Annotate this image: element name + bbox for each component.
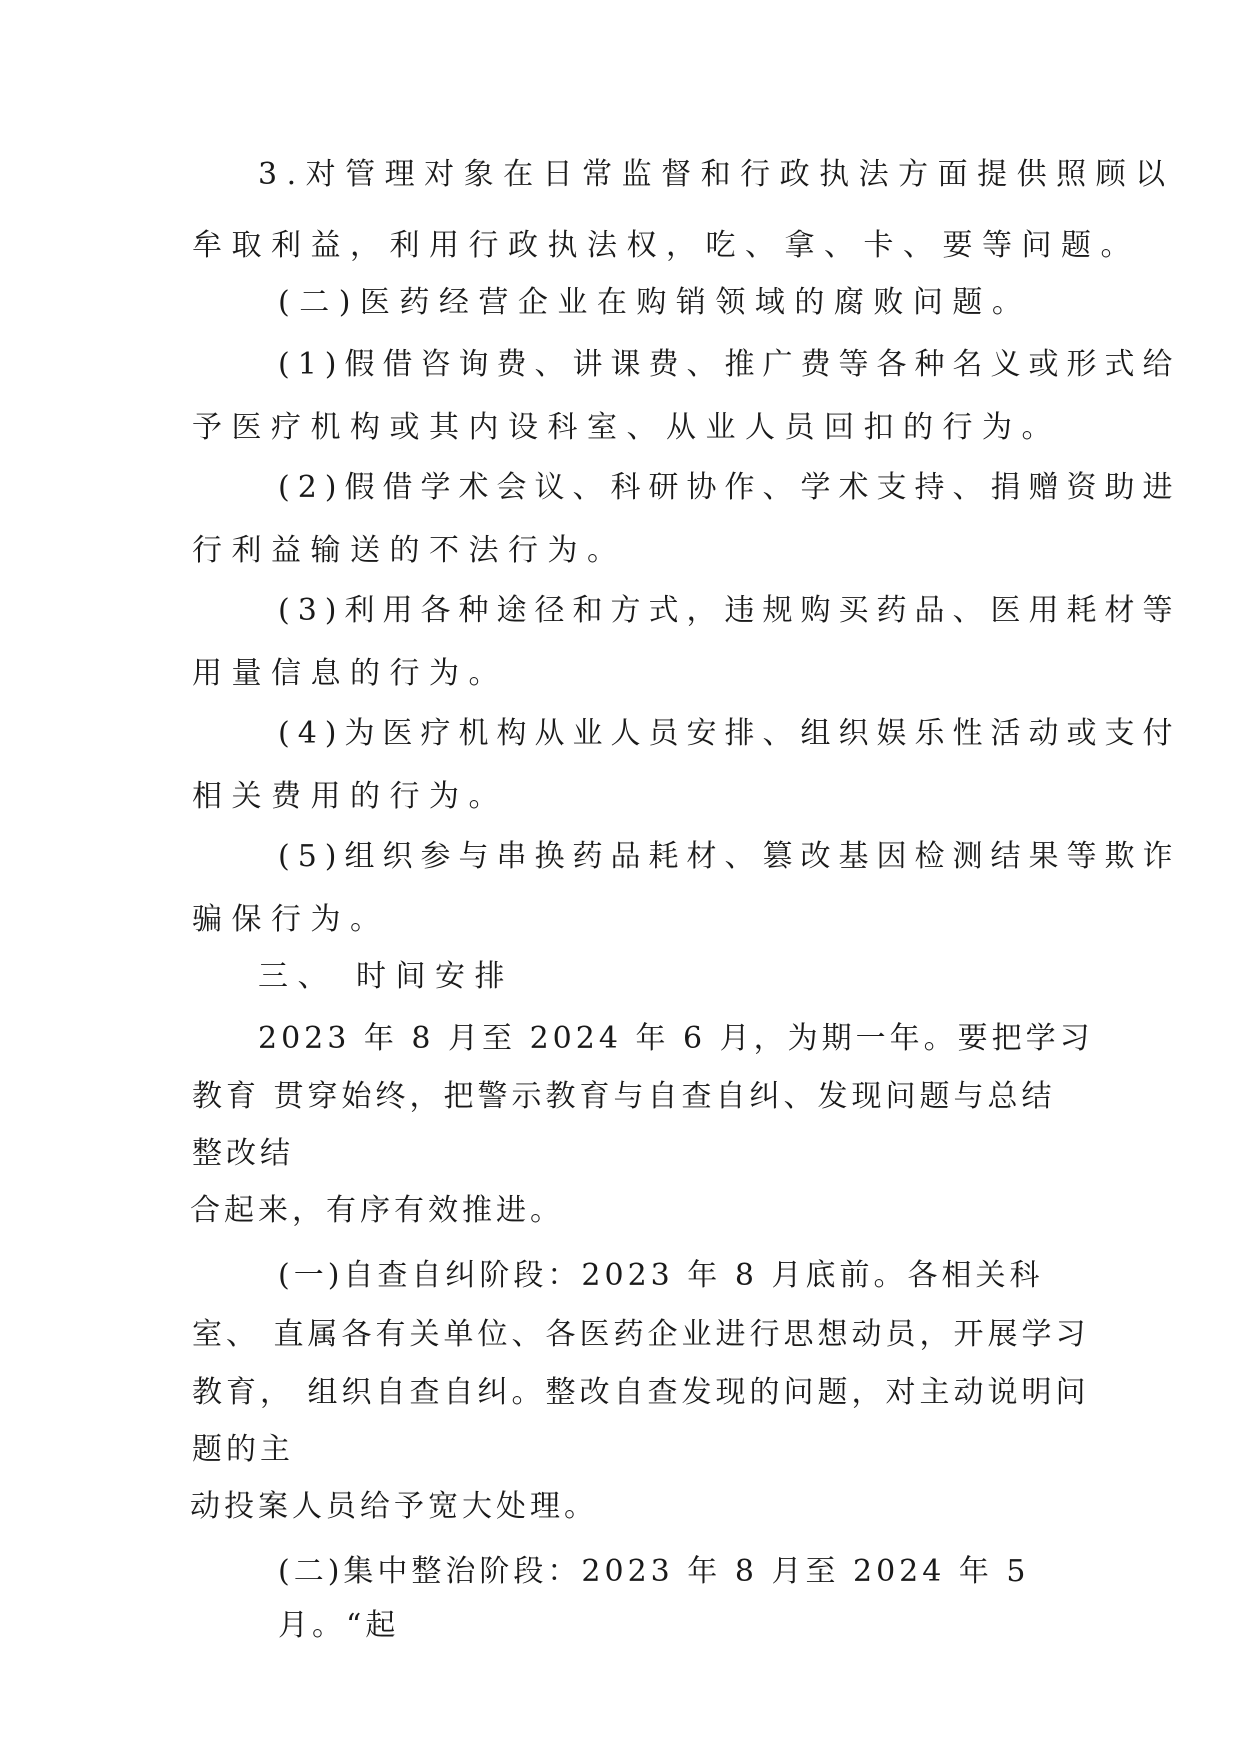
paragraph-line: 室、 直属各有关单位、各医药企业进行思想动员，开展学习 <box>192 1317 1090 1352</box>
paragraph-line: 动投案人员给予宽大处理。 <box>190 1489 598 1524</box>
paragraph-line: 月。“起 <box>278 1608 400 1643</box>
section-heading: 三、 时间安排 <box>258 959 515 994</box>
list-item-line: (4)为医疗机构从业人员安排、组织娱乐性活动或支付 <box>278 716 1181 751</box>
list-item-line: (5)组织参与串换药品耗材、篡改基因检测结果等欺诈 <box>278 839 1181 874</box>
list-item-line: (1)假借咨询费、讲课费、推广费等各种名义或形式给 <box>278 347 1181 382</box>
paragraph-line: 3.对管理对象在日常监督和行政执法方面提供照顾以 <box>258 157 1175 192</box>
list-item-line: 相关费用的行为。 <box>192 779 508 814</box>
paragraph-line: 2023 年 8 月至 2024 年 6 月，为期一年。要把学习 <box>258 1021 1094 1056</box>
paragraph-line: 牟取利益，利用行政执法权，吃、拿、卡、要等问题。 <box>192 228 1140 263</box>
paragraph-line: 教育， 组织自查自纠。整改自查发现的问题，对主动说明问 <box>192 1375 1090 1410</box>
section-heading: (二)医药经营企业在购销领域的腐败问题。 <box>278 285 1032 320</box>
paragraph-line: 合起来，有序有效推进。 <box>190 1193 564 1228</box>
paragraph-line: 题的主 <box>192 1432 294 1467</box>
list-item-line: (2)假借学术会议、科研协作、学术支持、捐赠资助进 <box>278 470 1181 505</box>
list-item-line: 用量信息的行为。 <box>192 656 508 691</box>
section-heading: (二)集中整治阶段：2023 年 8 月至 2024 年 5 <box>278 1554 1030 1589</box>
list-item-line: 行利益输送的不法行为。 <box>192 533 627 568</box>
list-item-line: (3)利用各种途径和方式，违规购买药品、医用耗材等 <box>278 593 1181 628</box>
list-item-line: 予医疗机构或其内设科室、从业人员回扣的行为。 <box>192 410 1061 445</box>
section-heading: (一)自查自纠阶段：2023 年 8 月底前。各相关科 <box>278 1258 1044 1293</box>
paragraph-line: 整改结 <box>192 1136 294 1171</box>
paragraph-line: 教育 贯穿始终，把警示教育与自查自纠、发现问题与总结 <box>192 1079 1056 1114</box>
list-item-line: 骗保行为。 <box>192 902 390 937</box>
